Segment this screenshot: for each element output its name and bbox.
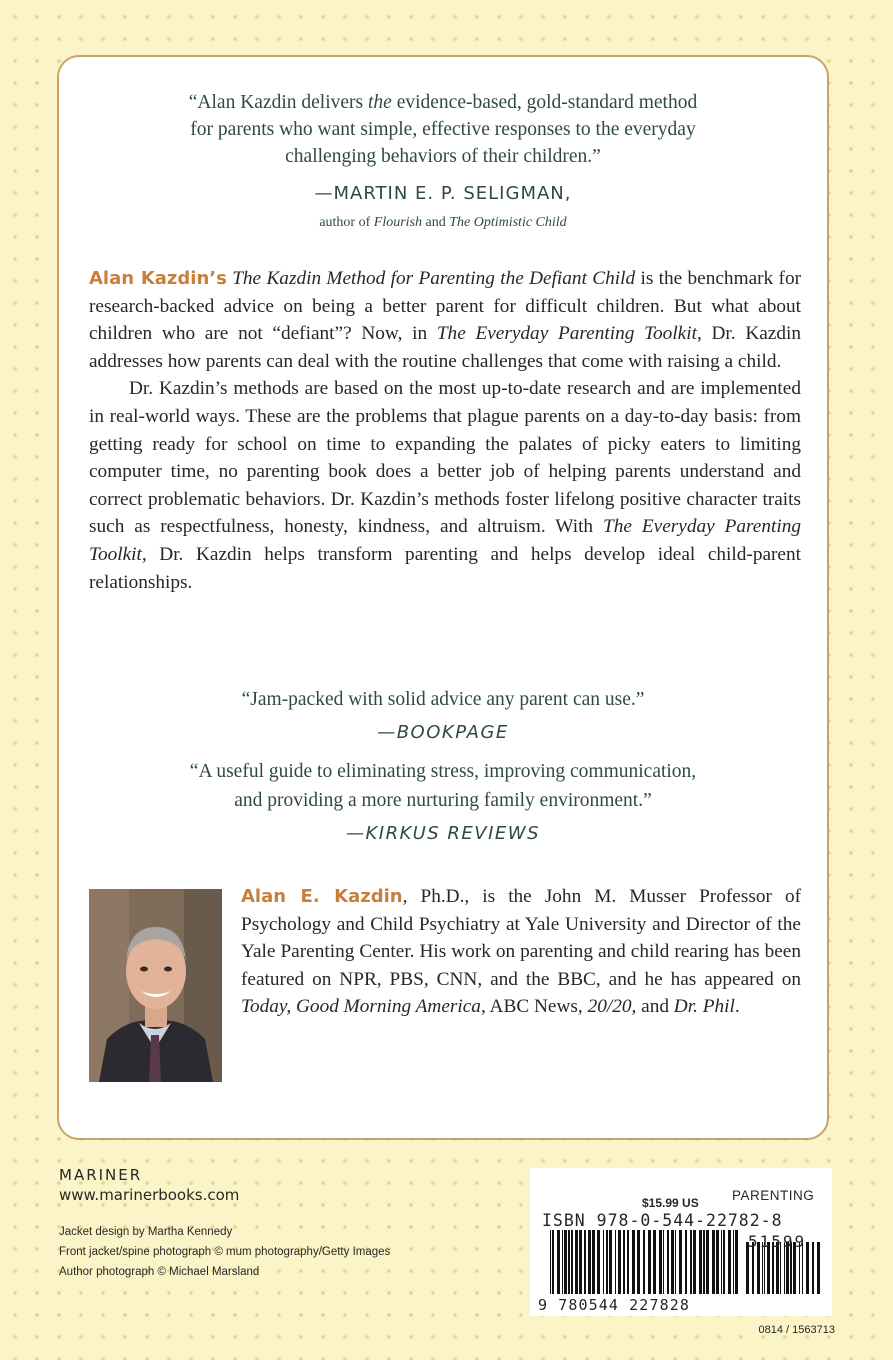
publisher-imprint: MARINER xyxy=(59,1166,143,1184)
kirkus-attribution: —KIRKUS REVIEWS xyxy=(345,823,541,844)
barcode-addon-digits: 51599 xyxy=(748,1232,807,1251)
jacket-credit: Jacket design by Martha Kennedy xyxy=(59,1226,233,1238)
seligman-attribution: —MARTIN E. P. SELIGMAN, xyxy=(314,183,572,204)
author-photo-credit: Author photograph © Michael Marsland xyxy=(59,1266,260,1278)
kirkus-quote: “A useful guide to eliminating stress, improving communication, and providing a more nurturing family environment.” —KIRKUS REVIEWS xyxy=(59,757,827,848)
front-photo-credit: Front jacket/spine photograph © mum photography/Getty Images xyxy=(59,1246,391,1258)
product-code: 0814 / 1563713 xyxy=(758,1324,835,1336)
publisher-info xyxy=(59,1166,239,1204)
content-panel xyxy=(57,55,829,1140)
seligman-credentials: author of Flourish and The Optimistic Child xyxy=(319,215,567,230)
description-paragraph-2: Dr. Kazdin’s methods are based on the most up-to-date research and are implemented in real-world ways. These are the problems that plague parents on a day-to-day basis: from getting ready for school on time to expanding the palates of picky eaters to limiting computer time, no parenting book does a better job of helping parents understand and correct problematic behaviors. Dr. Kazdin’s methods foster lifelong positive character traits such as respectfulness, honesty, kindness, and altruism. With The Everyday Parenting Toolkit, Dr. Kazdin helps transform parenting and helps develop ideal child-parent relationships. xyxy=(89,378,801,593)
publisher-website[interactable]: www.marinerbooks.com xyxy=(59,1186,240,1204)
book-description xyxy=(89,265,801,596)
description-paragraph-1: Alan Kazdin’s The Kazdin Method for Parenting the Defiant Child is the benchmark for research-backed advice on being a better parent for difficult children. But what about children who are not “defiant”? Now, in The Everyday Parenting Toolkit, Dr. Kazdin addresses how parents can deal with the routine challenges that come with raising a child. xyxy=(89,268,802,372)
barcode-area xyxy=(530,1168,832,1316)
seligman-quote: “Alan Kazdin delivers the evidence-based, gold-standard method for parents who want simple, effective responses to the everyday challenging behaviors of their children.” —MARTIN E. P. SELIGMAN, author of Flourish and The Optimistic Child xyxy=(59,89,827,236)
price-label: $15.99 US xyxy=(642,1196,699,1210)
barcode-main-digits: 9 780544 227828 xyxy=(538,1296,690,1314)
author-photo xyxy=(89,889,222,1082)
bookpage-quote: “Jam-packed with solid advice any parent can use.” —BOOKPAGE xyxy=(59,685,827,747)
design-credits xyxy=(59,1222,390,1282)
isbn-label: ISBN 978-0-544-22782-8 xyxy=(542,1211,783,1230)
category-label: PARENTING xyxy=(732,1188,815,1203)
author-name: Alan E. Kazdin xyxy=(241,886,403,907)
author-bio: Alan E. Kazdin, Ph.D., is the John M. Musser Professor of Psychology and Child Psychiatry at Yale University and Director of the Yale Parenting Center. His work on parenting and child rearing has been featured on NPR, PBS, CNN, and the BBC, and he has appeared on Today, Good Morning America, ABC News, 20/20, and Dr. Phil. xyxy=(241,886,802,1018)
bookpage-attribution: —BOOKPAGE xyxy=(377,722,509,743)
